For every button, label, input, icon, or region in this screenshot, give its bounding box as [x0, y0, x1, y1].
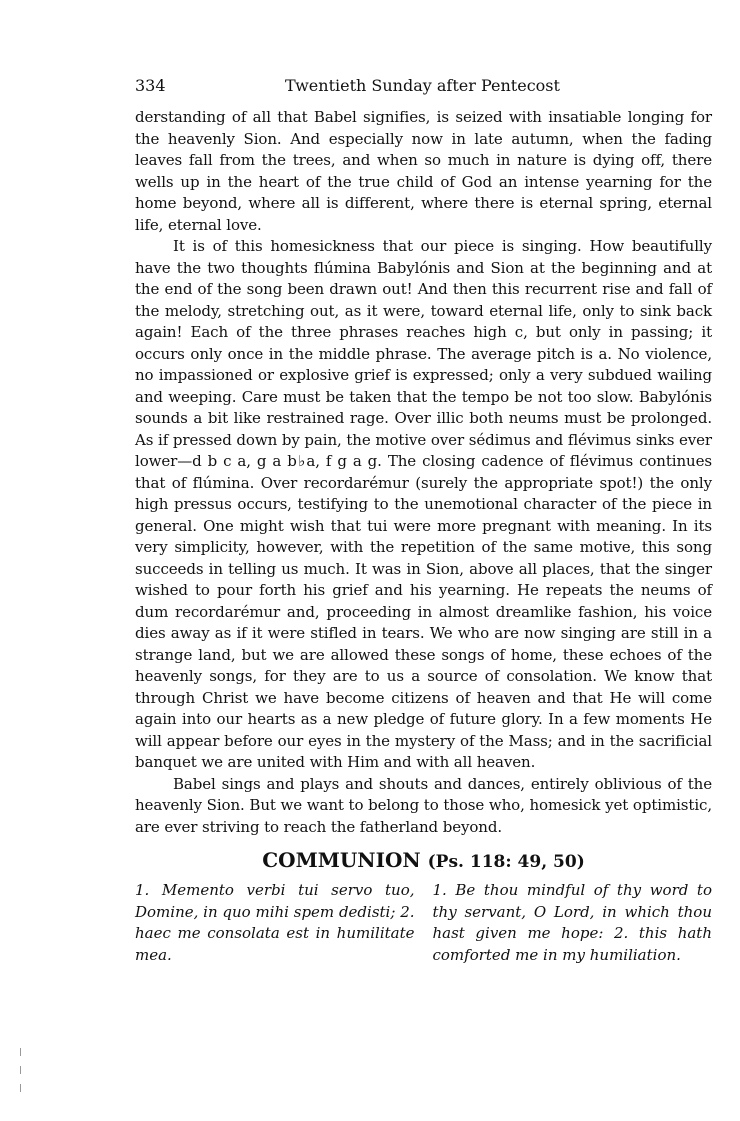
- communion-text: [135, 880, 712, 966]
- communion-title: COMMUNION: [262, 848, 421, 872]
- latin-column: 1. Memento verbi tui servo tuo, Domine, in quo mihi spem dedisti; 2. haec me consolata est in humilitate mea.: [135, 881, 415, 964]
- paragraph: Babel sings and plays and shouts and dances, entirely oblivious of the heavenly Sion. But we want to belong to those who, homesick yet optimistic, are ever striving to reach the fatherland beyond.: [135, 774, 712, 836]
- page-number: 334: [135, 76, 166, 95]
- communion-heading: [135, 848, 712, 872]
- paragraph: derstanding of all that Babel signifies, is seized with insatiable longing for the heavenly Sion. And especially now in late autumn, when the fading leaves fall from the trees, and when so much in nature is dying off, there wells up in the heart of the true child of God an intense yearning for the home beyond, where all is different, where there is eternal spring, eternal life, eternal love.: [135, 108, 712, 234]
- margin-tick: [20, 1048, 21, 1056]
- paragraph: It is of this homesickness that our piece is singing. How beautifully have the two thoughts flúmina Babylónis and Sion at the beginning and at the end of the song been drawn out! And then this recurrent rise and fall of the melody, stretching out, as it were, toward eternal life, only to sink back again! Each of the three phrases reaches high c, but only in passing; it occurs only once in the middle phrase. The average pitch is a. No violence, no impassioned or explosive grief is expressed; only a very subdued wailing and weeping. Care must be taken that the tempo be not too slow. Babylónis sounds a bit like restrained rage. Over illic both neums must be prolonged. As if pressed down by pain, the motive over sédimus and flévimus sinks ever lower—d b c a, g a b♭a, f g a g. The closing cadence of flévimus continues that of flúmina. Over recordarémur (surely the appropriate spot!) the only high pressus occurs, testifying to the unemotional character of the piece in general. One might wish that tui were more pregnant with meaning. In its very simplicity, however, with the repetition of the same motive, this song succeeds in telling us much. It was in Sion, above all places, that the singer wished to pour forth his grief and his yearning. He repeats the neums of dum recordarémur and, proceeding in almost dreamlike fashion, his voice dies away as if it were stifled in tears. We who are now singing are still in a strange land, but we are allowed these songs of home, these echoes of the heavenly songs, for they are to us a source of consolation. We know that through Christ we have become citizens of heaven and that He will come again into our hearts as a new pledge of future glory. In a few moments He will appear before our eyes in the mystery of the Mass; and in the sacrificial banquet we are united with Him and with all heaven.: [135, 237, 712, 771]
- book-page: [135, 76, 712, 966]
- running-title: Twentieth Sunday after Pentecost: [285, 76, 560, 95]
- margin-tick: [20, 1084, 21, 1092]
- page-header: [135, 76, 712, 95]
- english-column: 1. Be thou mindful of thy word to thy servant, O Lord, in which thou hast given me hope: 2. this hath comforted me in my humiliation.: [432, 881, 712, 964]
- margin-marks: [20, 1048, 22, 1102]
- margin-tick: [20, 1066, 21, 1074]
- body-text: [135, 107, 712, 838]
- communion-reference: (Ps. 118: 49, 50): [427, 852, 585, 872]
